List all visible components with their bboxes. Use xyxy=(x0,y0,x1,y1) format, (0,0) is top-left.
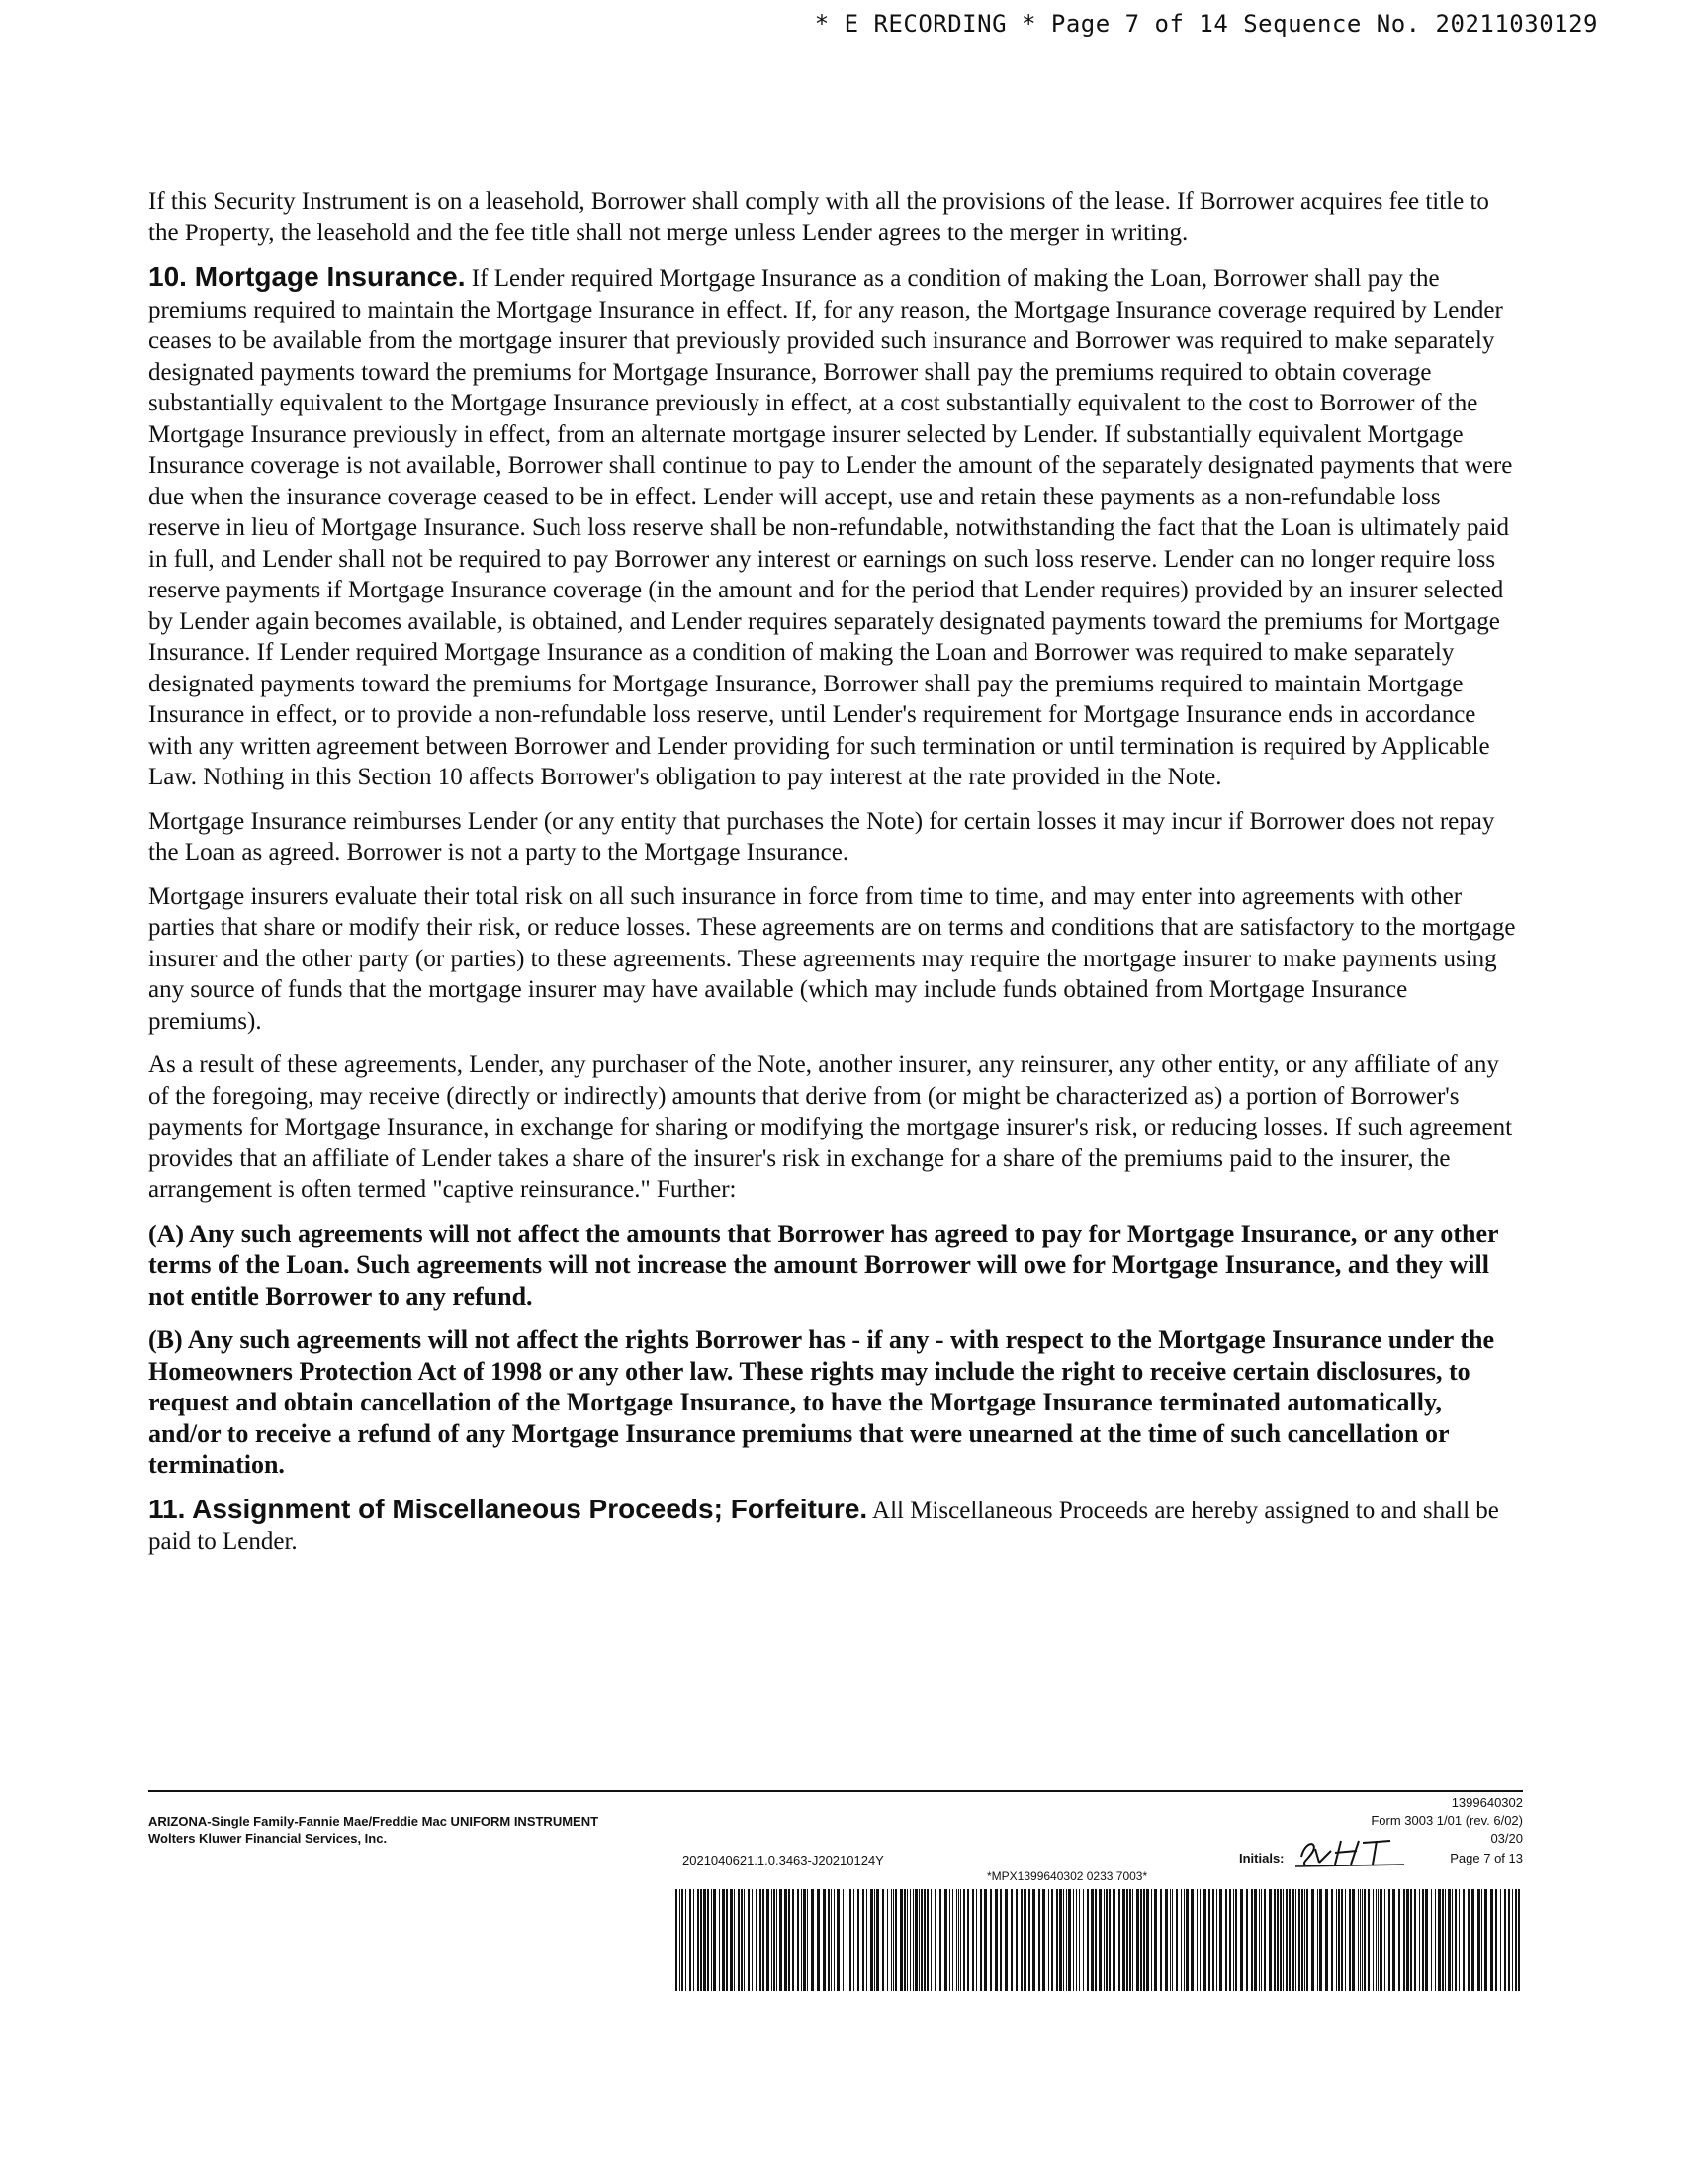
footer-form: Form 3003 1/01 (rev. 6/02) xyxy=(1371,1813,1523,1828)
initials-signature xyxy=(1295,1835,1420,1868)
footer-divider xyxy=(148,1790,1523,1792)
section-10-paragraph xyxy=(148,261,1518,793)
footer-instrument: ARIZONA-Single Family-Fannie Mae/Freddie Mac UNIFORM INSTRUMENT xyxy=(148,1814,599,1829)
footer-doc-code: 2021040621.1.0.3463-J20210124Y xyxy=(682,1853,884,1867)
section-11-heading: 11. Assignment of Miscellaneous Proceeds; Forfeiture. xyxy=(148,1493,868,1524)
leasehold-paragraph: If this Security Instrument is on a leasehold, Borrower shall comply with all the provisions of the lease. If Borrower acquires fee title to the Property, the leasehold and the fee title shall not merge unless Lender agrees to the merger in writing. xyxy=(148,188,1489,246)
section-10-text: If Lender required Mortgage Insurance as a condition of making the Loan, Borrower shall pay the premiums required to maintain the Mortgage Insurance in effect. If, for any reason, the Mortgage Insurance coverage required by Lender ceases to be available from the mortgage insurer that previously provided such insurance and Borrower was required to make separately designated payments toward the premiums for Mortgage Insurance, Borrower shall pay the premiums required to obtain coverage substantially equivalent to the Mortgage Insurance previously in effect, at a cost substantially equivalent to the cost to Borrower of the Mortgage Insurance previously in effect, from an alternate mortgage insurer selected by Lender. If substantially equivalent Mortgage Insurance coverage is not available, Borrower shall continue to pay to Lender the amount of the separately designated payments that were due when the insurance coverage ceased to be in effect. Lender will accept, use and retain these payments as a non-refundable loss reserve in lieu of Mortgage Insurance. Such loss reserve shall be non-refundable, notwithstanding the fact that the Loan is ultimately paid in full, and Lender shall not be required to pay Borrower any interest or earnings on such loss reserve. Lender can no longer require loss reserve payments if Mortgage Insurance coverage (in the amount and for the period that Lender requires) provided by an insurer selected by Lender again becomes available, is obtained, and Lender requires separately designated payments toward the premiums for Mortgage Insurance. If Lender required Mortgage Insurance as a condition of making the Loan and Borrower was required to make separately designated payments toward the premiums for Mortgage Insurance, Borrower shall pay the premiums required to maintain Mortgage Insurance in effect, or to provide a non-refundable loss reserve, until Lender's requirement for Mortgage Insurance ends in accordance with any written agreement between Borrower and Lender providing for such termination or until termination is required by Applicable Law. Nothing in this Section 10 affects Borrower's obligation to pay interest at the rate provided in the Note. xyxy=(148,265,1513,790)
insurers-paragraph: Mortgage insurers evaluate their total risk on all such insurance in force from time to time, and may enter into agreements with other parties that share or modify their risk, or reduce losses. These agreements are on terms and conditions that are satisfactory to the mortgage insurer and the other party (or parties) to these agreements. These agreements may require the mortgage insurer to make payments using any source of funds that the mortgage insurer may have available (which may include funds obtained from Mortgage Insurance premiums). xyxy=(148,882,1516,1035)
footer-publisher: Wolters Kluwer Financial Services, Inc. xyxy=(148,1831,388,1846)
footer-loan-number: 1399640302 xyxy=(1451,1795,1523,1810)
clause-b: (B) Any such agreements will not affect the rights Borrower has - if any - with respect to the Mortgage Insurance under the Homeowners Protection Act of 1998 or any other law. These rights may include the right to receive certain disclosures, to request and obtain cancellation of the Mortgage Insurance, to have the Mortgage Insurance terminated automatically, and/or to receive a refund of any Mortgage Insurance premiums that were unearned at the time of such cancellation or termination. xyxy=(148,1325,1495,1479)
barcode xyxy=(675,1889,1521,1991)
section-11-text: All Miscellaneous Proceeds are hereby assigned to and shall be paid to Lender. xyxy=(148,1497,1499,1555)
result-paragraph: As a result of these agreements, Lender, any purchaser of the Note, another insurer, any reinsurer, any other entity, or any affiliate of any of the foregoing, may receive (directly or indirectly) amounts that derive from (or might be characterized as) a portion of Borrower's payments for Mortgage Insurance, in exchange for sharing or modifying the mortgage insurer's risk, or reducing losses. If such agreement provides that an affiliate of Lender takes a share of the insurer's risk in exchange for a share of the premiums paid to the insurer, the arrangement is often termed "captive reinsurance." Further: xyxy=(148,1051,1513,1203)
section-10-heading: 10. Mortgage Insurance. xyxy=(148,261,466,292)
clause-a: (A) Any such agreements will not affect the amounts that Borrower has agreed to pay for Mortgage Insurance, or any other terms of the Loan. Such agreements will not increase the amount Borrower will owe for Mortgage Insurance, and they will not entitle Borrower to any refund. xyxy=(148,1219,1499,1311)
initials-label: Initials: xyxy=(1239,1851,1285,1866)
footer-page: Page 7 of 13 xyxy=(1450,1851,1523,1866)
barcode-text: *MPX1399640302 0233 7003* xyxy=(987,1869,1148,1883)
document-body xyxy=(148,186,1518,1571)
reimburse-paragraph: Mortgage Insurance reimburses Lender (or any entity that purchases the Note) for certain losses it may incur if Borrower does not repay the Loan as agreed. Borrower is not a party to the Mortgage Insurance. xyxy=(148,807,1495,865)
section-11-paragraph xyxy=(148,1494,1518,1558)
recording-header: * E RECORDING * Page 7 of 14 Sequence No. 20211030129 xyxy=(814,10,1598,38)
footer-revision: 03/20 xyxy=(1490,1831,1523,1846)
